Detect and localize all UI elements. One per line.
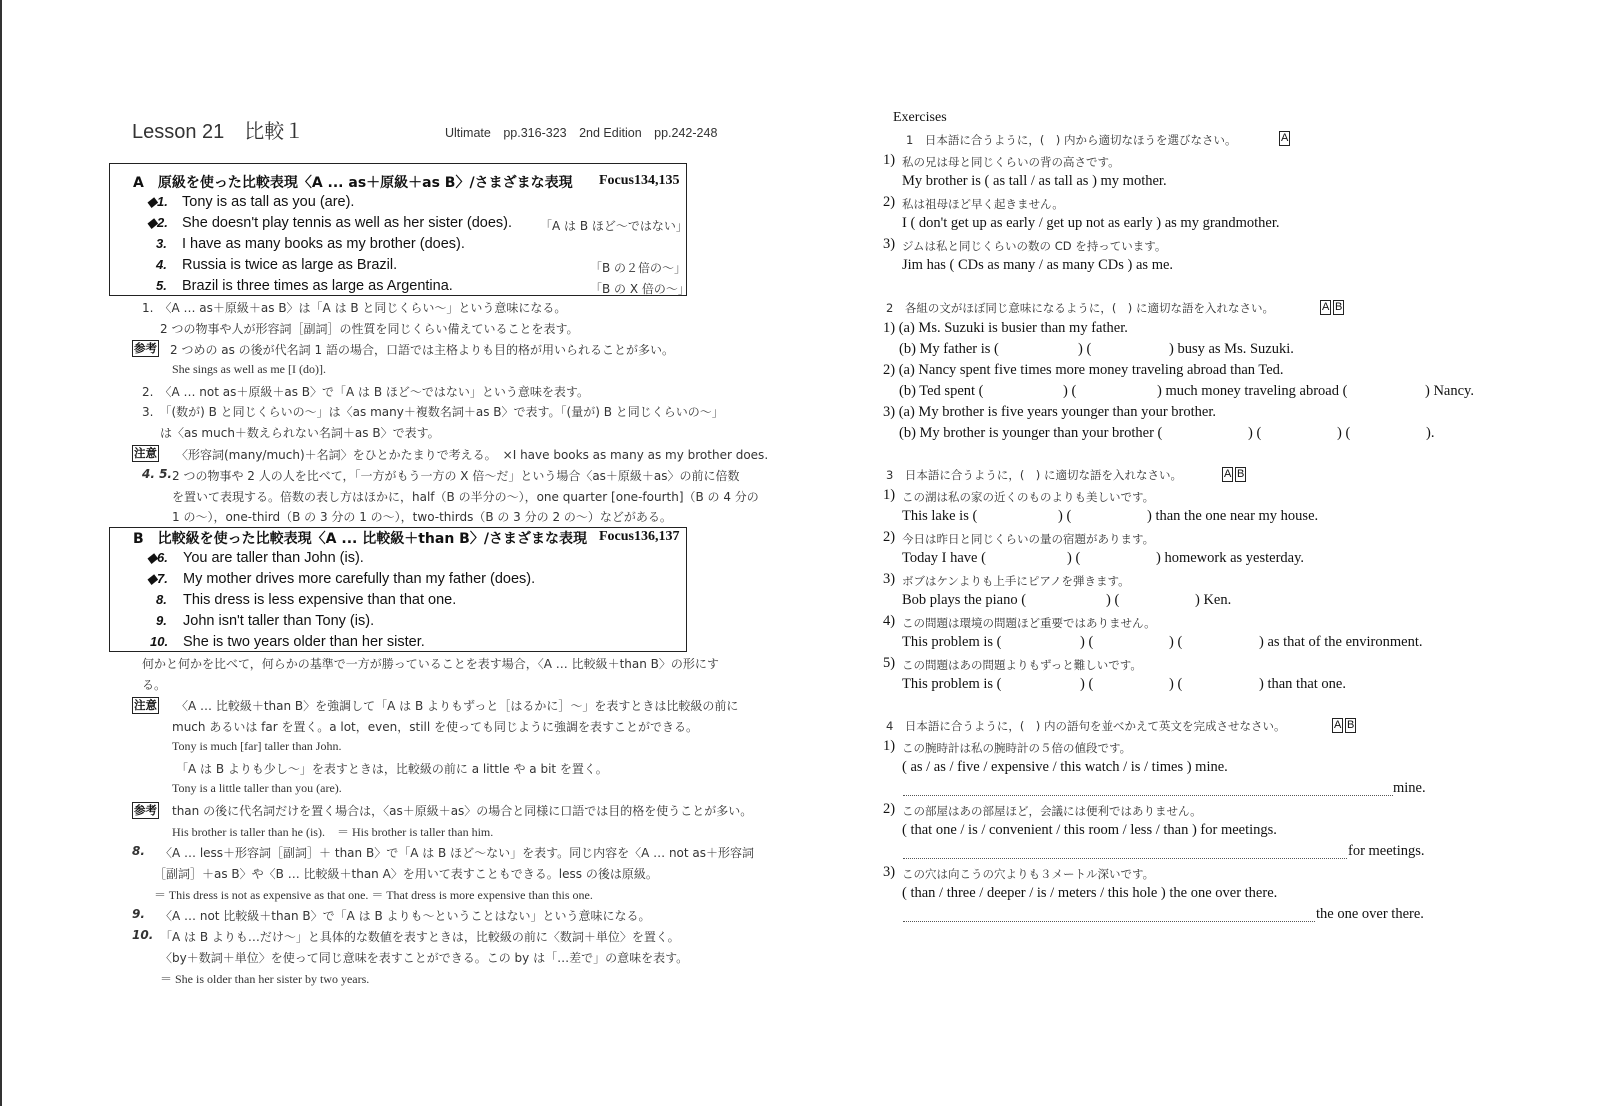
item-japanese: この湖は私の家の近くのものよりも美しいです。 <box>902 490 1155 504</box>
item-number: 3) <box>883 236 896 252</box>
item-english: 2) (a) Nancy spent five times more money traveling abroad than Ted. <box>883 362 1284 378</box>
blank-part: ) ( <box>1337 425 1351 441</box>
level-tag: B <box>1335 301 1343 313</box>
example-number: 5. <box>156 278 167 293</box>
exercise-instruction: 2 各組の文がほぼ同じ意味になるように，( ) に適切な語を入れなさい。 <box>886 301 1274 315</box>
example-sentence: Tony is as tall as you (are). <box>182 194 355 210</box>
note-line: 2 つの物事や人が形容詞［副詞］の性質を同じくらい備えていることを表す。 <box>160 322 579 336</box>
item-number: 2) <box>883 529 896 545</box>
example-number: ◆6. <box>147 550 168 565</box>
note-number: 8. <box>132 844 145 858</box>
item-english: 1) (a) Ms. Suzuki is busier than my father. <box>883 320 1128 336</box>
note-line: 〈by＋数詞＋単位〉を使って同じ意味を表すことができる。この by は「…差で」の意味を表す。 <box>160 951 689 965</box>
item-japanese: 今日は昨日と同じくらいの量の宿題があります。 <box>902 532 1155 546</box>
answer-ending: mine. <box>1393 780 1426 796</box>
level-tag: B <box>1347 719 1355 731</box>
blank-part: This problem is ( <box>902 634 1002 650</box>
note-line: 〈A … not 比較級＋than B〉で「A は B よりも～ということはない」という意味になる。 <box>160 909 651 923</box>
blank-part: ) busy as Ms. Suzuki. <box>1169 341 1294 357</box>
note-line: 3. 「(数が) B と同じくらいの～」は〈as many＋複数名詞＋as B〉で表す。「(量が) B と同じくらいの～」 <box>142 405 724 419</box>
item-english: 3) (a) My brother is five years younger than your brother. <box>883 404 1216 420</box>
answer-line[interactable] <box>903 795 1393 796</box>
example-sentence: Brazil is three times as large as Argentina. <box>182 278 453 294</box>
blank-part: ) ( <box>1080 634 1094 650</box>
item-english: My brother is ( as tall / as tall as ) my mother. <box>902 173 1167 189</box>
item-number: 1) <box>883 738 896 754</box>
note-line: 「A は B よりも…だけ～」と具体的な数値を表すときは，比較級の前に〈数詞＋単位〉を置く。 <box>160 930 680 944</box>
blank-part: (b) My brother is younger than your brother ( <box>899 425 1163 441</box>
item-english: I ( don't get up as early / get up not as early ) as my grandmother. <box>902 215 1280 231</box>
note-example: ＝ This dress is not as expensive as that one. ＝ That dress is more expensive than this one. <box>154 888 593 902</box>
textbook-refs: Ultimate pp.316-323 2nd Edition pp.242-248 <box>445 126 718 140</box>
blank-part: ) as that of the environment. <box>1259 634 1423 650</box>
level-tag: A <box>1224 468 1232 480</box>
blank-part: ) ( <box>1169 634 1183 650</box>
note-line: 1 の～），one-third（B の 3 分の 1 の～），two-thirds（B の 3 分の 2 の～）などがある。 <box>172 510 672 524</box>
blank-part: ) ( <box>1063 383 1077 399</box>
note-example: ＝ She is older than her sister by two years. <box>160 972 370 986</box>
note-line: 〈A … less＋形容詞［副詞］＋ than B〉で「A は B ほど～ない」を表す。同じ内容を〈A … not as＋形容詞 <box>160 846 755 860</box>
section-a-focus: Focus134,135 <box>599 173 680 188</box>
example-sentence: I have as many books as my brother (does). <box>182 236 465 252</box>
sanko-tag: 参考 <box>134 803 157 817</box>
item-japanese: この穴は向こうの穴よりも３メートル深いです。 <box>902 867 1155 881</box>
level-tag: A <box>1334 719 1342 731</box>
item-number: 5) <box>883 655 896 671</box>
answer-ending: for meetings. <box>1348 843 1425 859</box>
exercise-instruction: 4 日本語に合うように，( ) 内の語句を並べかえて英文を完成させなさい。 <box>886 719 1286 733</box>
scrambled-words: ( that one / is / convenient / this room / less / than ) for meetings. <box>902 822 1277 838</box>
blank-part: ) ( <box>1058 508 1072 524</box>
note-number: 9. <box>132 907 145 921</box>
blank-part: ) ( <box>1067 550 1081 566</box>
section-b-title: B 比較級を使った比較表現〈A ... 比較級＋than B〉/さまざまな表現 <box>133 531 587 547</box>
item-number: 2) <box>883 194 896 210</box>
example-number: 10. <box>150 634 169 649</box>
scrambled-words: ( as / as / five / expensive / this watch / is / times ) mine. <box>902 759 1228 775</box>
note-line: 「A は B よりも少し～」を表すときは，比較級の前に a little や a bit を置く。 <box>176 762 608 776</box>
blank-part: This lake is ( <box>902 508 978 524</box>
chui-tag: 注意 <box>134 446 157 460</box>
example-sentence: You are taller than John (is). <box>183 550 364 566</box>
blank-part: ). <box>1426 425 1435 441</box>
blank-part: ) ( <box>1080 676 1094 692</box>
item-japanese: 私は祖母ほど早く起きません。 <box>902 197 1064 211</box>
blank-part: ) homework as yesterday. <box>1156 550 1305 566</box>
note-line: を置いて表現する。倍数の表し方はほかに，half（B の半分の～），one quarter [one-fourth]（B の 4 分の <box>172 490 759 504</box>
example-sentence: John isn't taller than Tony (is). <box>183 613 375 629</box>
level-tag: B <box>1237 468 1245 480</box>
item-japanese: ジムは私と同じくらいの数の CD を持っています。 <box>902 239 1167 253</box>
example-gloss: 「A は B ほど～ではない」 <box>540 219 688 233</box>
item-english: Jim has ( CDs as many / as many CDs ) as me. <box>902 257 1174 273</box>
page-edge <box>0 0 2 1106</box>
blank-part: ) ( <box>1106 592 1120 608</box>
answer-line[interactable] <box>903 921 1315 922</box>
item-number: 1) <box>883 487 896 503</box>
note-example: Tony is much [far] taller than John. <box>172 739 342 753</box>
blank-part: ) ( <box>1248 425 1262 441</box>
note-line: 1. 〈A … as＋原級＋as B〉は「A は B と同じくらい～」という意味になる。 <box>142 301 567 315</box>
note-line: 2 つめの as の後が代名詞 1 語の場合，口語では主格よりも目的格が用いられることが多い。 <box>170 343 674 357</box>
example-gloss: 「B の X 倍の～」 <box>590 282 690 296</box>
example-number: ◆7. <box>147 571 168 586</box>
blank-part: This problem is ( <box>902 676 1002 692</box>
item-japanese: この部屋はあの部屋ほど，会議には便利ではありません。 <box>902 804 1202 818</box>
item-japanese: この問題は環境の問題ほど重要ではありません。 <box>902 616 1156 630</box>
example-number: ◆2. <box>147 215 168 230</box>
item-number: 3) <box>883 864 896 880</box>
note-line: much あるいは far を置く。a lot，even，still を使っても同じように強調を表すことができる。 <box>172 720 699 734</box>
item-number: 2) <box>883 801 896 817</box>
blank-part: Bob plays the piano ( <box>902 592 1027 608</box>
note-line: 2 つの物事や 2 人の人を比べて，「一方がもう一方の X 倍～だ」という場合〈as＋原級＋as〉の前に倍数 <box>172 469 740 483</box>
note-example: Tony is a little taller than you (are). <box>172 781 342 795</box>
blank-part: ) than the one near my house. <box>1147 508 1319 524</box>
level-tag: A <box>1322 301 1330 313</box>
example-sentence: This dress is less expensive than that one. <box>183 592 457 608</box>
item-japanese: ボブはケンよりも上手にピアノを弾きます。 <box>902 574 1130 588</box>
item-japanese: この問題はあの問題よりもずっと難しいです。 <box>902 658 1142 672</box>
blank-part: ) than that one. <box>1259 676 1346 692</box>
item-number: 3) <box>883 571 896 587</box>
item-japanese: 私の兄は母と同じくらいの背の高さです。 <box>902 155 1120 169</box>
answer-ending: the one over there. <box>1316 906 1424 922</box>
blank-part: ) ( <box>1169 676 1183 692</box>
example-number: 3. <box>156 236 167 251</box>
example-sentence: My mother drives more carefully than my father (does). <box>183 571 536 587</box>
note-line: は〈as much＋数えられない名詞＋as B〉で表す。 <box>160 426 440 440</box>
section-a-title: A 原級を使った比較表現〈A ... as＋原級＋as B〉/さまざまな表現 <box>133 175 573 191</box>
item-japanese: この腕時計は私の腕時計の５倍の値段です。 <box>902 741 1132 755</box>
example-gloss: 「B の２倍の～」 <box>590 261 687 275</box>
blank-part: ) Ken. <box>1195 592 1232 608</box>
note-number: 4. 5. <box>142 467 172 481</box>
blank-part: ) Nancy. <box>1425 383 1474 399</box>
exercises-heading: Exercises <box>893 110 947 125</box>
note-line: 何かと何かを比べて，何らかの基準で一方が勝っていることを表す場合，〈A … 比較級＋than B〉の形にす <box>142 657 719 671</box>
note-line: ［副詞］＋as B〉や〈B … 比較級＋than A〉を用いて表すこともできる。less の後は原級。 <box>154 867 658 881</box>
item-number: 1) <box>883 152 896 168</box>
blank-part: ) ( <box>1078 341 1092 357</box>
example-number: 9. <box>156 613 167 628</box>
section-b-focus: Focus136,137 <box>599 529 680 544</box>
exercise-instruction: 1 日本語に合うように，( ) 内から適切なほうを選びなさい。 <box>906 133 1237 147</box>
blank-part: (b) My father is ( <box>899 341 999 357</box>
chui-tag: 注意 <box>134 698 157 712</box>
lesson-title: Lesson 21 比較１ <box>132 121 305 143</box>
note-line: 〈形容詞(many/much)＋名詞〉をひとかたまりで考える。 ×I have books as many as my brother does. <box>176 448 769 462</box>
example-number: 8. <box>156 592 167 607</box>
note-number: 10. <box>132 928 154 942</box>
exercise-instruction: 3 日本語に合うように，( ) に適切な語を入れなさい。 <box>886 468 1182 482</box>
answer-line[interactable] <box>903 858 1347 859</box>
note-line: 〈A … 比較級＋than B〉を強調して「A は B よりもずっと［はるかに］～」を表すときは比較級の前に <box>176 699 739 713</box>
example-sentence: She is two years older than her sister. <box>183 634 425 650</box>
note-line: る。 <box>142 678 167 692</box>
note-line: 2. 〈A … not as＋原級＋as B〉で「A は B ほど～ではない」という意味を表す。 <box>142 385 589 399</box>
example-sentence: Russia is twice as large as Brazil. <box>182 257 398 273</box>
item-number: 4) <box>883 613 896 629</box>
scrambled-words: ( than / three / deeper / is / meters / this hole ) the one over there. <box>902 885 1278 901</box>
note-line: than の後に代名詞だけを置く場合は，〈as＋原級＋as〉の場合と同様に口語では目的格を使うことが多い。 <box>172 804 753 818</box>
note-example: She sings as well as me [I (do)]. <box>172 362 326 376</box>
blank-part: ) much money traveling abroad ( <box>1157 383 1348 399</box>
sanko-tag: 参考 <box>134 341 157 355</box>
example-sentence: She doesn't play tennis as well as her sister (does). <box>182 215 512 231</box>
note-example: His brother is taller than he (is). ＝ His brother is taller than him. <box>172 825 494 839</box>
example-number: 4. <box>156 257 167 272</box>
level-tag: A <box>1281 132 1289 144</box>
example-number: ◆1. <box>147 194 168 209</box>
blank-part: Today I have ( <box>902 550 986 566</box>
blank-part: (b) Ted spent ( <box>899 383 984 399</box>
